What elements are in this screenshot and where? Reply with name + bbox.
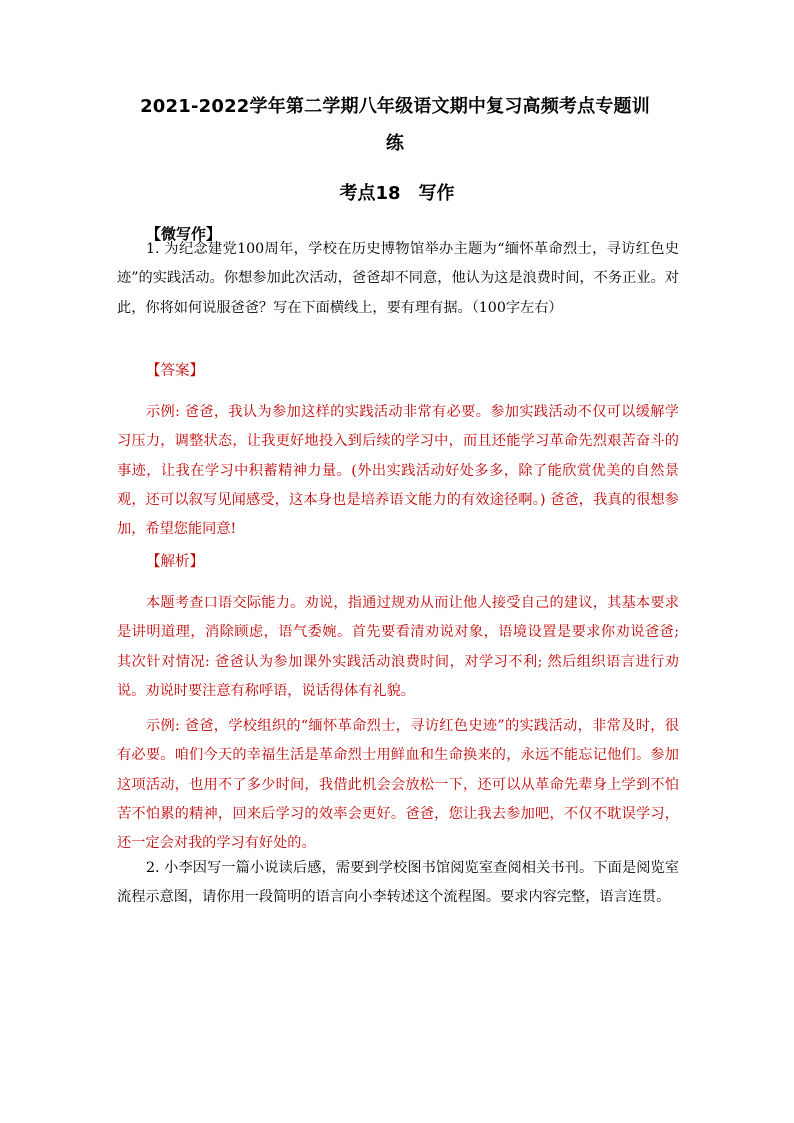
question-2: 2. 小李因写一篇小说读后感，需要到学校图书馆阅览室查阅相关书刊。下面是阅览室流程示意图，请你用一段简明的语言向小李转述这个流程图。要求内容完整，语言连贯。 [117,860,679,906]
analysis-label: 【解析】 [146,554,204,570]
question-1: 1. 为纪念建党100周年，学校在历史博物馆举办主题为“缅怀革命烈士，寻访红色史迹”的实践活动。你想参加此次活动，爸爸却不同意，他认为这是浪费时间，不务正业。对此，你将如何说服爸爸？写在下面横线上，要有理有据。（100字左右） [117,241,679,316]
document-title-line2: 练 [385,133,405,154]
section-tag-micro-writing: 【微写作】 [146,225,222,243]
section-subtitle: 考点18 写作 [339,183,455,204]
answer-label: 【答案】 [146,363,204,379]
analysis-text-1: 本题考查口语交际能力。劝说，指通过规劝从而让他人接受自己的建议，其基本要求是讲明道理，消除顾虑，语气委婉。首先要看清劝说对象，语境设置是要求你劝说爸爸; 其次针对情况: 爸爸认为参加课外实践活动浪费时间，对学习不利; 然后组织语言进行劝说。劝说时要注意有称呼语，说话得体有礼貌。 [117,595,679,699]
answer-text: 示例: 爸爸，我认为参加这样的实践活动非常有必要。参加实践活动不仅可以缓解学习压力，调整状态，让我更好地投入到后续的学习中，而且还能学习革命先烈艰苦奋斗的事迹，让我在学习中积蓄精神力量。(外出实践活动好处多多，除了能欣赏优美的自然景观，还可以叙写见闻感受，这本身也是培养语文能力的有效途径啊。) 爸爸，我真的很想参加，希望您能同意! [117,404,679,538]
analysis-text-2: 示例: 爸爸，学校组织的“缅怀革命烈士，寻访红色史迹”的实践活动，非常及时，很有必要。咱们今天的幸福生活是革命烈士用鲜血和生命换来的，永远不能忘记他们。参加这项活动，也用不了多少时间，我借此机会会放松一下，还可以从革命先辈身上学到不怕苦不怕累的精神，回来后学习的效率会更好。爸爸，您让我去参加吧，不仅不耽误学习，还一定会对我的学习有好处的。 [117,718,679,852]
document-title-line1: 2021-2022学年第二学期八年级语文期中复习高频考点专题训 [140,96,650,117]
